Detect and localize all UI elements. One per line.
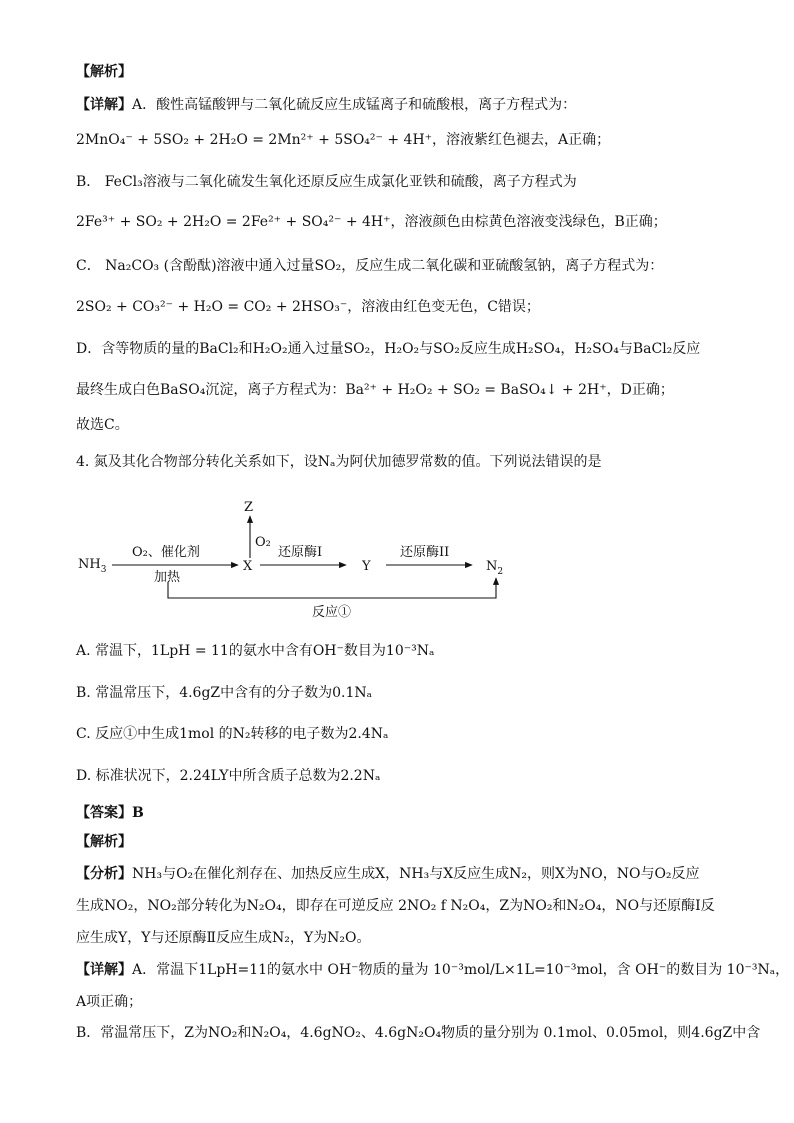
option-C: C. 反应①中生成1mol 的N₂转移的电子数为2.4Nₐ [76, 726, 389, 742]
detail-C-tail: ，溶液由红色变无色，C错误； [347, 299, 540, 315]
analysis-heading-2: 【解析】 [76, 834, 132, 850]
detail-C-intro: C． Na₂CO₃ (含酚酞)溶液中通入过量SO₂，反应生成二氧化碳和亚硫酸氢钠，离子方程式为： [76, 258, 664, 274]
fenxi-line-2: 生成NO₂，NO₂部分转化为N₂O₄，即存在可逆反应 2NO₂ f N₂O₄，Z为NO₂和N₂O₄，NO与还原酶Ⅰ反 [76, 898, 715, 914]
detail-C-equation-line [76, 297, 540, 317]
x-label: X [243, 559, 253, 574]
detail-B-equation-line [76, 212, 667, 232]
option-A: A. 常温下，1LpH = 11的氨水中含有OH⁻数目为10⁻³Nₐ [76, 643, 435, 659]
detail-D-line2: 最终生成白色BaSO₄沉淀，离子方程式为：Ba²⁺ + H₂O₂ + SO₂ = BaSO₄↓ + 2H⁺，D正确； [76, 382, 674, 398]
detail-D-intro: D．含等物质的量的BaCl₂和H₂O₂通入过量SO₂，H₂O₂与SO₂反应生成H₂SO₄，H₂SO₄与BaCl₂反应 [76, 341, 701, 357]
o2-catalyst-label: O₂、催化剂 [132, 545, 200, 560]
fenxi-text-1: NH₃与O₂在催化剂存在、加热反应生成X，NH₃与X反应生成N₂，则X为NO，NO与O₂反应 [132, 866, 700, 882]
reaction1-path [168, 578, 496, 598]
detail2-line-3: B．常温常压下，Z为NO₂和N₂O₄，4.6gNO₂、4.6gN₂O₄物质的量分别为 0.1mol、0.05mol，则4.6gZ中含 [76, 1025, 761, 1041]
fenxi-line-3: 应生成Y，Y与还原酶Ⅱ反应生成N₂，Y为N₂O。 [76, 930, 371, 946]
detail2-line-2: A项正确； [76, 994, 143, 1010]
detail-B-intro: B． FeCl₃溶液与二氧化硫发生氧化还原反应生成氯化亚铁和硫酸，离子方程式为 [76, 174, 577, 190]
detail2-line-1 [76, 960, 789, 980]
heat-label: 加热 [154, 570, 181, 585]
answer: 【答案】B [76, 805, 144, 821]
fenxi-heading: 【分析】 [76, 866, 132, 882]
reductase2-label: 还原酶II [400, 545, 450, 560]
o2-up-label: O₂ [255, 535, 271, 550]
equation-C: 2SO₂ + CO₃²⁻ + H₂O = CO₂ + 2HSO₃⁻ [76, 299, 348, 315]
option-D: D. 标准状况下，2.24LY中所含质子总数为2.2Nₐ [76, 768, 381, 784]
detail-B-tail: ，溶液颜色由棕黄色溶液变浅绿色，B正确； [390, 214, 667, 230]
detail-A-text: A．酸性高锰酸钾与二氧化硫反应生成锰离子和硫酸根，离子方程式为： [132, 97, 577, 113]
detail-A-equation-line [76, 130, 610, 150]
detail2-text-1: A．常温下1LpH=11的氨水中 OH⁻物质的量为 10⁻³mol/L×1L=10⁻³mol，含 OH⁻的数目为 10⁻³Nₐ， [132, 962, 790, 978]
detail-conclusion: 故选C。 [76, 417, 129, 433]
equation-B: 2Fe³⁺ + SO₂ + 2H₂O = 2Fe²⁺ + SO₄²⁻ + 4H⁺ [76, 214, 391, 230]
detail-A-intro [76, 95, 576, 115]
option-B: B. 常温常压下，4.6gZ中含有的分子数为0.1Nₐ [76, 685, 373, 701]
analysis-heading: 【解析】 [76, 64, 132, 80]
question-4-stem: 4. 氮及其化合物部分转化关系如下，设Nₐ为阿伏加德罗常数的值。下列说法错误的是 [76, 454, 602, 470]
nh3-label: $NH_3$ [78, 557, 107, 575]
detail-heading: 【详解】 [76, 97, 132, 113]
nitrogen-conversion-diagram [70, 492, 530, 622]
y-label: Y [362, 559, 371, 574]
detail-heading-2: 【详解】 [76, 962, 132, 978]
reductase1-label: 还原酶I [278, 545, 323, 560]
n2-label: $N_2$ [486, 559, 504, 577]
detail-A-tail: ，溶液紫红色褪去，A正确； [432, 132, 611, 148]
z-label: Z [244, 500, 254, 515]
reaction1-label: 反应① [312, 605, 352, 620]
fenxi-line-1 [76, 864, 700, 884]
equation-A: 2MnO₄⁻ + 5SO₂ + 2H₂O = 2Mn²⁺ + 5SO₄²⁻ + 4H⁺ [76, 132, 433, 148]
